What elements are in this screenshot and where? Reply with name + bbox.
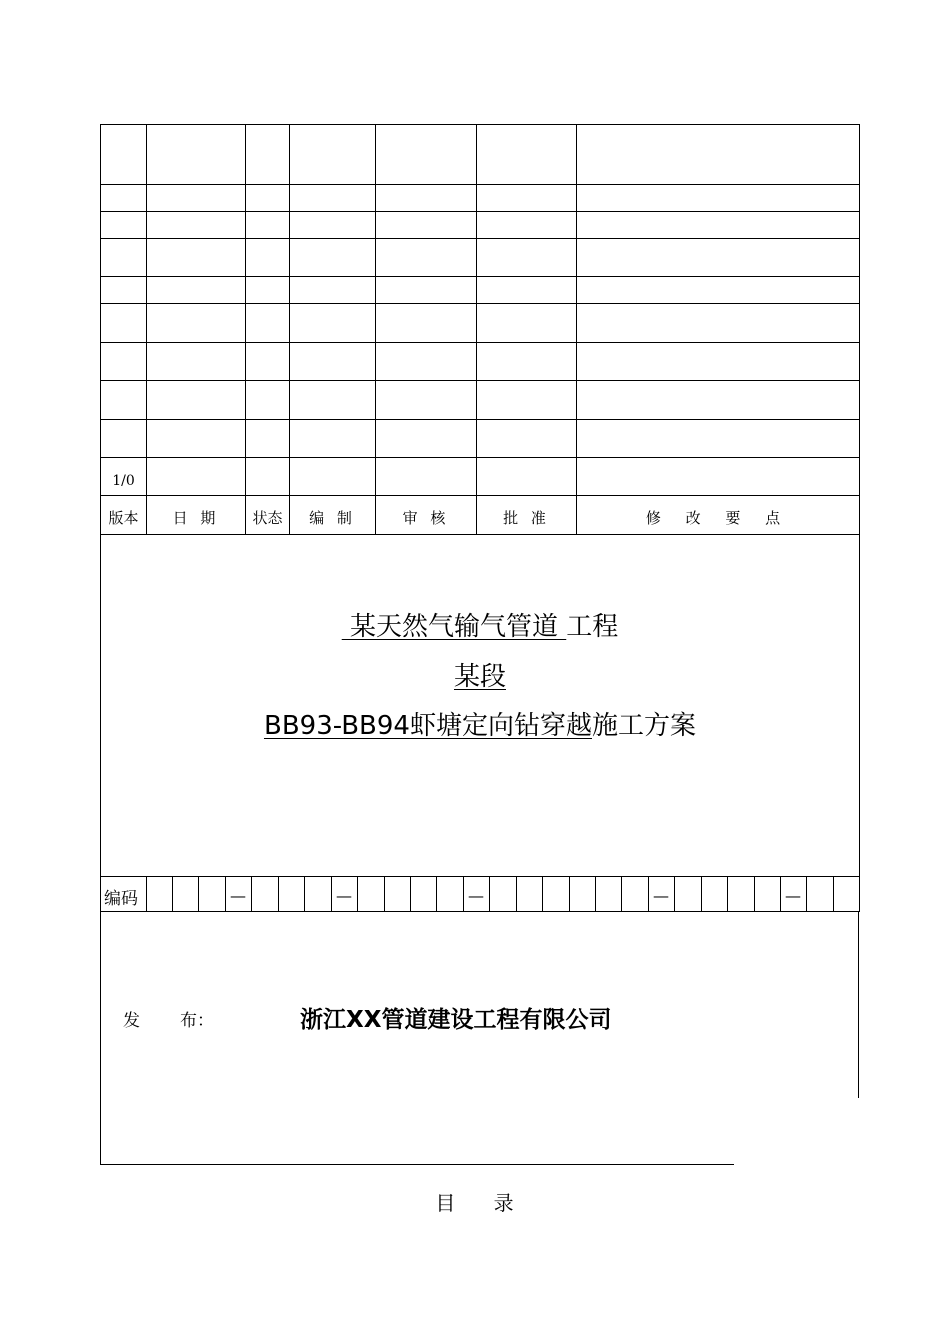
plan-crossing: 虾塘定向钻穿越 <box>409 711 592 741</box>
header-revision-points: 修 改 要 点 <box>645 509 791 527</box>
project-name: 某天然气输气管道 <box>341 612 567 642</box>
header-version: 版本 <box>108 509 139 527</box>
header-date: 日 期 <box>172 509 220 527</box>
code-dash-1: — <box>230 886 246 905</box>
header-status: 状态 <box>252 509 283 527</box>
code-dash-3: — <box>468 886 484 905</box>
header-reviewed: 审 核 <box>402 509 450 527</box>
version-value: 1/0 <box>112 473 135 489</box>
issue-label-2: 布： <box>180 1011 214 1031</box>
header-prepared: 编 制 <box>309 509 356 527</box>
code-dash-4: — <box>653 886 669 905</box>
code-label: 编码 <box>104 889 138 909</box>
toc-heading-text: 目 录 <box>435 1191 515 1215</box>
plan-code: BB93-BB94 <box>263 711 410 741</box>
code-dash-2: — <box>336 886 352 905</box>
code-dash-5: — <box>785 886 801 905</box>
company-name: 浙江XX管道建设工程有限公司 <box>300 1007 612 1033</box>
toc-heading <box>380 1190 570 1216</box>
project-suffix: 工程 <box>566 612 619 642</box>
issue-label-1: 发 <box>123 1011 140 1031</box>
plan-suffix: 施工方案 <box>591 711 696 741</box>
header-approved: 批 准 <box>503 509 550 527</box>
section-name: 某段 <box>453 662 506 692</box>
